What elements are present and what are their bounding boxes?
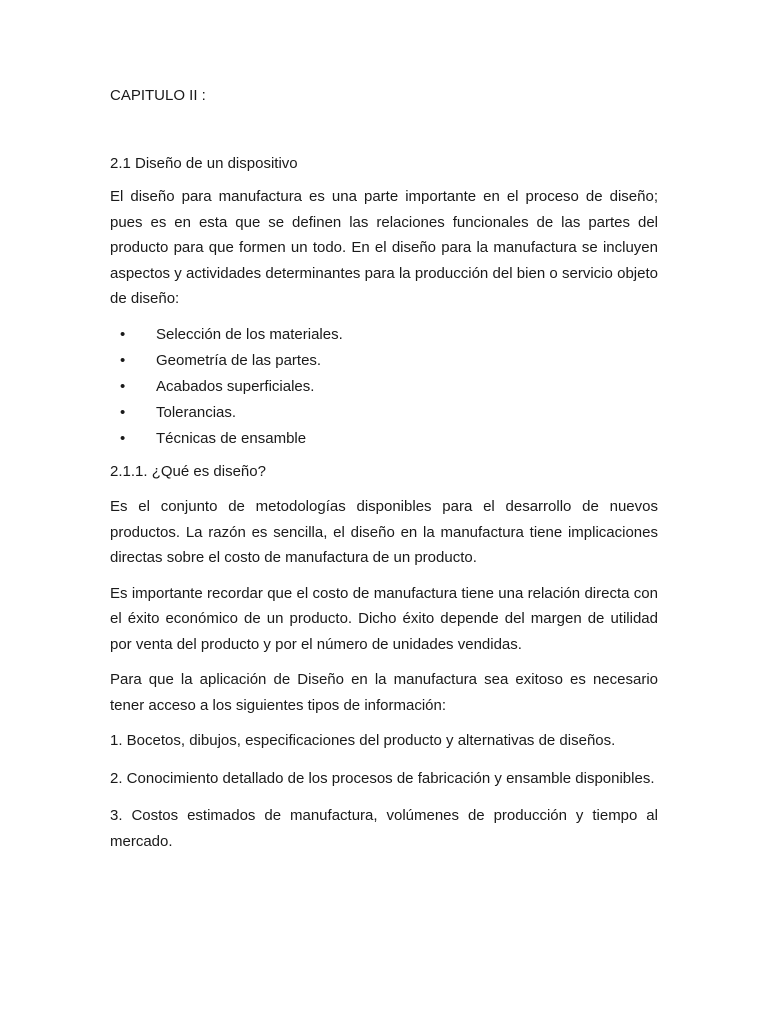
list-item: • Selección de los materiales. bbox=[110, 322, 658, 348]
subsection-heading: 2.1.1. ¿Qué es diseño? bbox=[110, 462, 266, 480]
numbered-item: 2. Conocimiento detallado de los procesos de fabricación y ensamble disponibles. bbox=[110, 769, 655, 787]
body-paragraph: Para que la aplicación de Diseño en la manufactura sea exitoso es necesario tener acceso a los siguientes tipos de información: bbox=[110, 671, 658, 714]
body-paragraph: Es importante recordar que el costo de manufactura tiene una relación directa con el éxito económico de un producto. Dicho éxito depende del margen de utilidad por venta del producto y por el número de unidades vendidas. bbox=[110, 584, 658, 653]
chapter-title: CAPITULO II : bbox=[110, 87, 206, 104]
bullet-list bbox=[110, 322, 658, 453]
bullet-icon: • bbox=[120, 404, 126, 422]
bullet-icon: • bbox=[120, 325, 126, 343]
section-body bbox=[110, 184, 658, 866]
body-paragraph: Es el conjunto de metodologías disponibles para el desarrollo de nuevos productos. La razón es sencilla, el diseño en la manufactura tiene implicaciones directas sobre el costo de manufactura de un producto. bbox=[110, 498, 658, 567]
bullet-icon: • bbox=[120, 377, 126, 395]
list-item: • Tolerancias. bbox=[110, 400, 658, 426]
list-item: • Acabados superficiales. bbox=[110, 374, 658, 400]
bullet-icon: • bbox=[120, 430, 126, 448]
bullet-icon: • bbox=[120, 351, 126, 369]
section-heading: 2.1 Diseño de un dispositivo bbox=[110, 155, 298, 172]
intro-paragraph: El diseño para manufactura es una parte importante en el proceso de diseño; pues es en esta que se definen las relaciones funcionales de las partes del producto para que formen un todo. En el diseño para la manufactura se incluyen aspectos y actividades determinantes para la producción del bien o servicio objeto de diseño: bbox=[110, 188, 658, 307]
numbered-item: 3. Costos estimados de manufactura, volúmenes de producción y tiempo al mercado. bbox=[110, 807, 658, 850]
numbered-item: 1. Bocetos, dibujos, especificaciones del producto y alternativas de diseños. bbox=[110, 732, 616, 750]
list-item: • Geometría de las partes. bbox=[110, 348, 658, 374]
list-item: • Técnicas de ensamble bbox=[110, 426, 658, 452]
